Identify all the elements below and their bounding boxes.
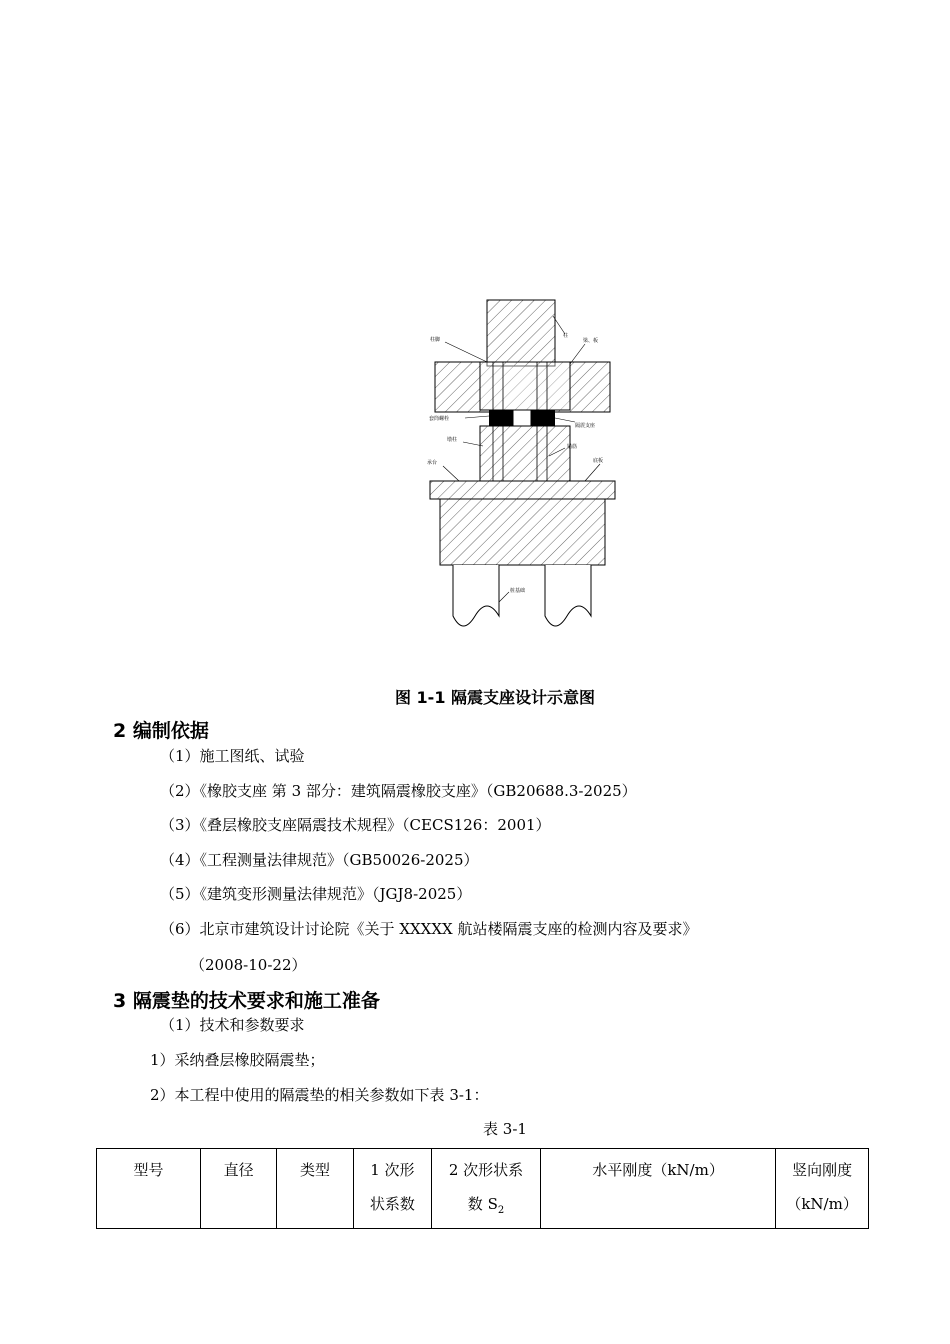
label-column-foot: 柱脚 [430,337,441,343]
header-first-shape-factor: 1 次形 状系数 [353,1149,431,1229]
requirement-item-2: 2）本工程中使用的隔震垫的相关参数如下表 3-1： [150,1086,489,1104]
tech-requirements-subheading: （1）技术和参数要求 [160,1016,305,1034]
label-beam-slab: 梁、板 [583,338,599,344]
basis-item-6-date: （2008-10-22） [190,956,307,974]
label-base-slab: 底板 [593,458,604,464]
label-anchor-bar: 锚筋 [567,444,578,450]
basis-item-2: （2）《橡胶支座 第 3 部分：建筑隔震橡胶支座》（GB20688.3-2025） [160,782,637,800]
label-bolt: 套筒螺栓 [429,416,450,422]
header-model: 型号 [97,1149,201,1229]
label-column: 柱 [563,333,569,339]
basis-item-1: （1）施工图纸、试验 [160,747,305,765]
label-isolation-bearing: 隔震支座 [575,423,596,429]
requirement-item-1: 1）采纳叠层橡胶隔震垫； [150,1051,325,1069]
label-pier: 墩柱 [447,437,458,443]
bearing-parameter-table [96,1148,869,1229]
basis-item-3: （3）《叠层橡胶支座隔震技术规程》（CECS126：2001） [160,816,551,834]
header-horizontal-stiffness: 水平刚度（kN/m） [541,1149,776,1229]
section-2-heading: 2 编制依据 [113,720,209,742]
label-pile: 桩基础 [510,588,526,594]
basis-item-5: （5）《建筑变形测量法律规范》（JGJ8-2025） [160,885,472,903]
label-pile-cap: 承台 [427,460,438,466]
isolation-bearing-figure [425,296,625,636]
header-vertical-stiffness: 竖向刚度 （kN/m） [776,1149,869,1229]
basis-item-6: （6）北京市建筑设计讨论院《关于 XXXXX 航站楼隔震支座的检测内容及要求》 [160,920,698,938]
figure-caption: 图 1-1 隔震支座设计示意图 [394,688,596,707]
header-diameter: 直径 [201,1149,277,1229]
header-second-shape-factor: 2 次形状系 数 $S_2$ [432,1149,541,1229]
basis-item-4: （4）《工程测量法律规范》（GB50026-2025） [160,851,479,869]
table-title: 表 3-1 [483,1120,527,1138]
section-3-heading: 3 隔震垫的技术要求和施工准备 [113,990,380,1012]
table-header-row [97,1149,869,1229]
header-type: 类型 [277,1149,353,1229]
